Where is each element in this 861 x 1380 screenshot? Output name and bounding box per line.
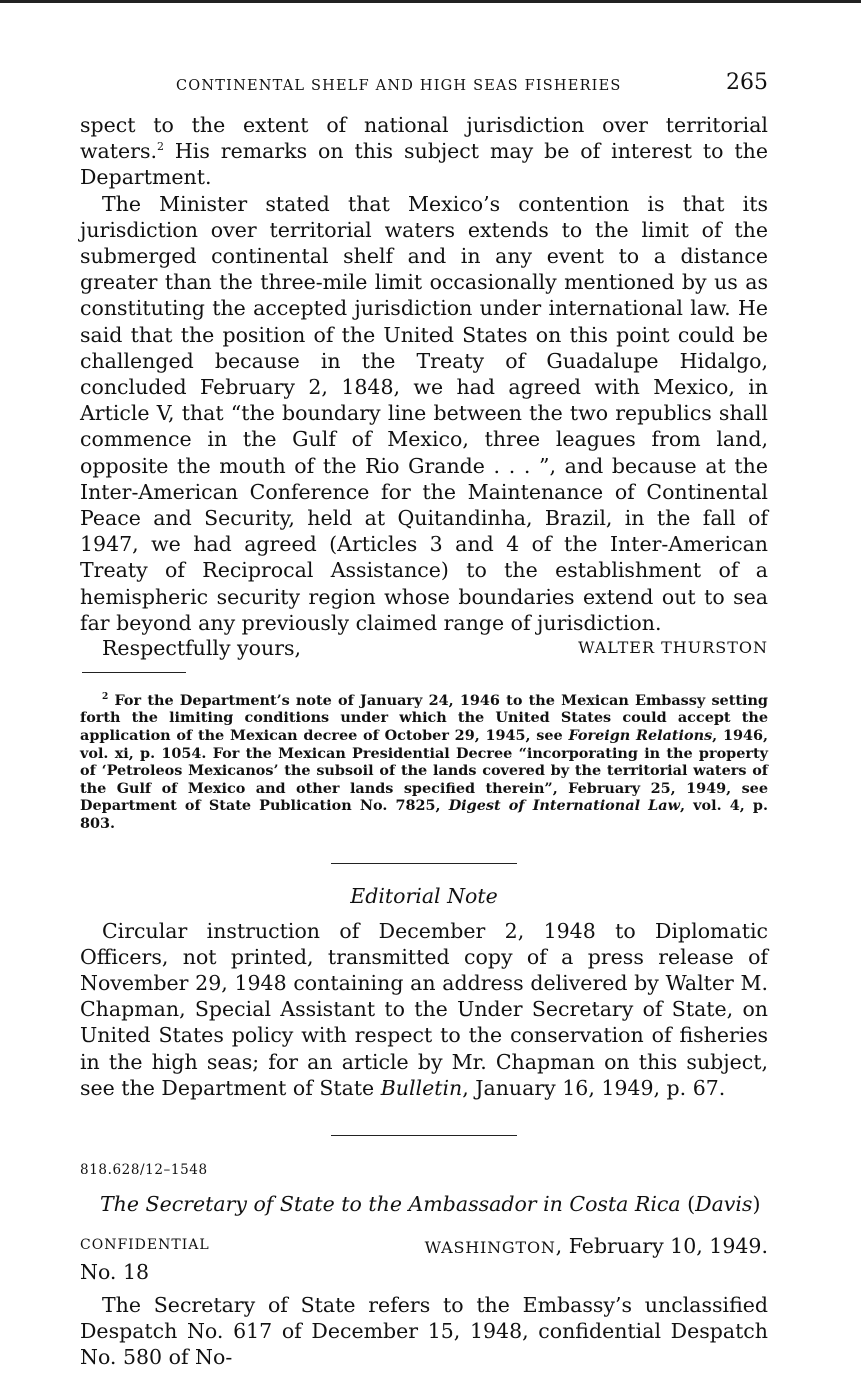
- footnote-ref-digest: Digest of International Law: [448, 797, 681, 815]
- section-divider-2: [331, 1135, 517, 1136]
- footnote-ref-foreign-relations: Foreign Relations: [568, 727, 713, 745]
- document-title: [100, 1192, 768, 1216]
- paren-open: (: [687, 1192, 696, 1217]
- minister-paragraph: The Minister stated that Mexico’s contention is that its jurisdiction over territorial waters extends to the limit of the submerged continental shelf and in any event to a distance greater than the three-mile limit occasionally mentioned by us as constituting the accepted jurisdiction under international law. He said that the position of the United States on this point could be challenged because in the Treaty of Guadalupe Hidalgo, concluded February 2, 1848, we had agreed with Mexico, in Article V, that “the boundary line between the two republics shall commence in the Gulf of Mexico, three leagues from land, opposite the mouth of the Rio Grande . . . ”, and because at the Inter-American Conference for the Maintenance of Continental Peace and Security, held at Quitandinha, Brazil, in the fall of 1947, we had agreed (Articles 3 and 4 of the Inter-American Treaty of Reciprocal Assistance) to the establishment of a hemispheric security region whose boundaries extend out to sea far beyond any previously claimed range of jurisdiction.: [80, 191, 768, 635]
- footnote-text-2: , 1946, vol. xi, p. 1054. For the Mexican Presidential Decree “incorporating in the property of ‘Petroleos Mexicanos’ the subsoil of the lands covered by the territorial waters of the Gulf of Mexico and other lands specified therein”, February 25, 1949, see Department of State Publication No. 7825,: [80, 727, 769, 815]
- addressee-name: Davis: [695, 1192, 753, 1217]
- footnote-number: 2: [102, 692, 109, 703]
- classification-label: CONFIDENTIAL: [80, 1237, 210, 1254]
- footnote-divider: [82, 672, 186, 673]
- continuation-text-2: His remarks on this subject may be of interest to the Department.: [80, 139, 768, 190]
- document-number: No. 18: [80, 1260, 150, 1285]
- dateline: [80, 1234, 768, 1258]
- footnote-text-3: , vol. 4, p. 803.: [80, 797, 768, 833]
- footnote: [80, 689, 768, 833]
- date: , February 10, 1949.: [555, 1234, 768, 1259]
- footnote-text-1: For the Department’s note of January 24, 1946 to the Mexican Embassy setting forth the limiting conditions under which the United States could accept the application of the Mexican decree of October 29, 1945, see: [80, 691, 768, 745]
- signature-line: [80, 636, 768, 664]
- place-date: [425, 1234, 768, 1258]
- document-paragraph: The Secretary of State refers to the Embassy’s unclassified Despatch No. 617 of December 15, 1948, confidential Despatch No. 580 of No-: [80, 1293, 768, 1370]
- continuation-paragraph: [80, 112, 768, 191]
- signer-name: WALTER THURSTON: [578, 638, 768, 658]
- closing-salutation: Respectfully yours,: [102, 636, 302, 661]
- footnote-marker: 2: [156, 140, 164, 154]
- editorial-paragraph: [80, 918, 768, 1101]
- place: WASHINGTON: [424, 1238, 556, 1258]
- editorial-heading: Editorial Note: [350, 883, 498, 908]
- body-text: [80, 112, 768, 636]
- editorial-body: [80, 918, 768, 1101]
- continuation-text: spect to the extent of national jurisdiction over territorial waters.: [80, 113, 768, 164]
- running-head: [80, 70, 768, 112]
- page-number: 265: [726, 70, 768, 95]
- editorial-text-1: Circular instruction of December 2, 1948 to Diplomatic Officers, not printed, transmitted copy of a press release of November 29, 1948 containing an address delivered by Walter M. Chapman, Special Assistant to the Under Secretary of State, on United States policy with respect to the conservation of fisheries in the high seas; for an article by Mr. Chapman on this subject, see the Department of State: [80, 918, 768, 1100]
- page-content: [80, 70, 768, 1371]
- paren-close: ): [752, 1192, 761, 1217]
- running-title: CONTINENTAL SHELF AND HIGH SEAS FISHERIES: [176, 78, 622, 94]
- top-edge-rule: [0, 0, 861, 3]
- editorial-text-2: , January 16, 1949, p. 67.: [462, 1075, 726, 1100]
- document-title-text: The Secretary of State to the Ambassador in Costa Rica: [100, 1192, 688, 1217]
- bulletin-ref: Bulletin: [380, 1075, 463, 1100]
- section-divider: [331, 863, 517, 864]
- document-body: [80, 1292, 768, 1371]
- file-number: 818.628/12–1548: [80, 1162, 208, 1179]
